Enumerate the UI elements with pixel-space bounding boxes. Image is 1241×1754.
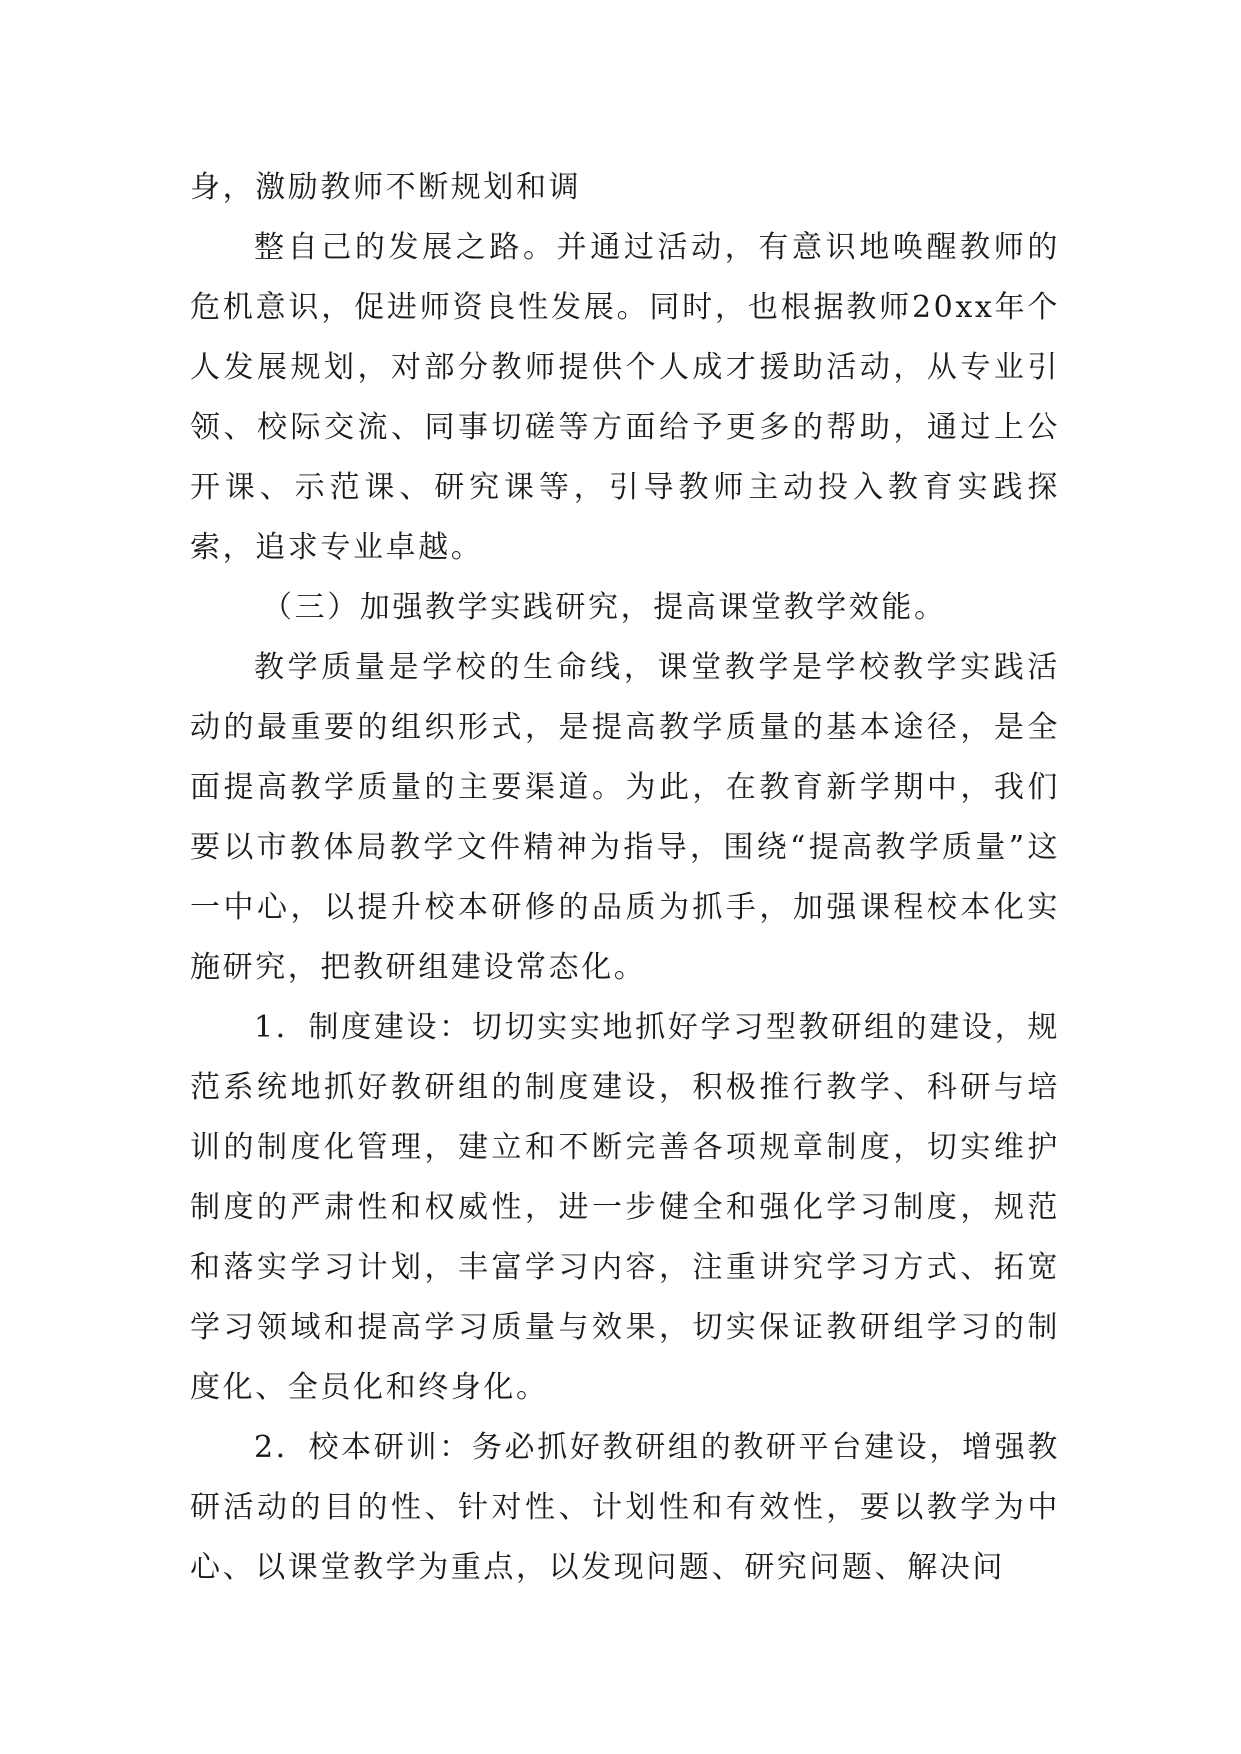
paragraph-continuation: 身，激励教师不断规划和调 — [190, 170, 582, 205]
paragraph-teaching-quality: 教学质量是学校的生命线，课堂教学是学校教学实践活动的最重要的组织形式，是提高教学质量的基本途径，是全面提高教学质量的主要渠道。为此，在教育新学期中，我们要以市教体局教学文件精神为指导，围绕“提高教学质量”这一中心，以提升校本研修的品质为抓手，加强课程校本化实施研究，把教研组建设常态化。 — [190, 650, 1060, 985]
paragraph-teacher-development: 整自己的发展之路。并通过活动，有意识地唤醒教师的危机意识，促进师资良性发展。同时，也根据教师20xx年个人发展规划，对部分教师提供个人成才援助活动，从专业引领、校际交流、同事切磋等方面给予更多的帮助，通过上公开课、示范课、研究课等，引导教师主动投入教育实践探索，追求专业卓越。 — [190, 230, 1060, 565]
section-heading-three: （三）加强教学实践研究，提高课堂教学效能。 — [262, 590, 947, 625]
paragraph-system-construction: 1．制度建设：切切实实地抓好学习型教研组的建设，规范系统地抓好教研组的制度建设，积极推行教学、科研与培训的制度化管理，建立和不断完善各项规章制度，切实维护制度的严肃性和权威性，进一步健全和强化学习制度，规范和落实学习计划，丰富学习内容，注重讲究学习方式、拓宽学习领域和提高学习质量与效果，切实保证教研组学习的制度化、全员化和终身化。 — [190, 1010, 1060, 1405]
document-page — [190, 158, 1060, 1598]
paragraph-school-training: 2．校本研训：务必抓好教研组的教研平台建设，增强教研活动的目的性、针对性、计划性和有效性，要以教学为中心、以课堂教学为重点，以发现问题、研究问题、解决问 — [190, 1430, 1060, 1585]
